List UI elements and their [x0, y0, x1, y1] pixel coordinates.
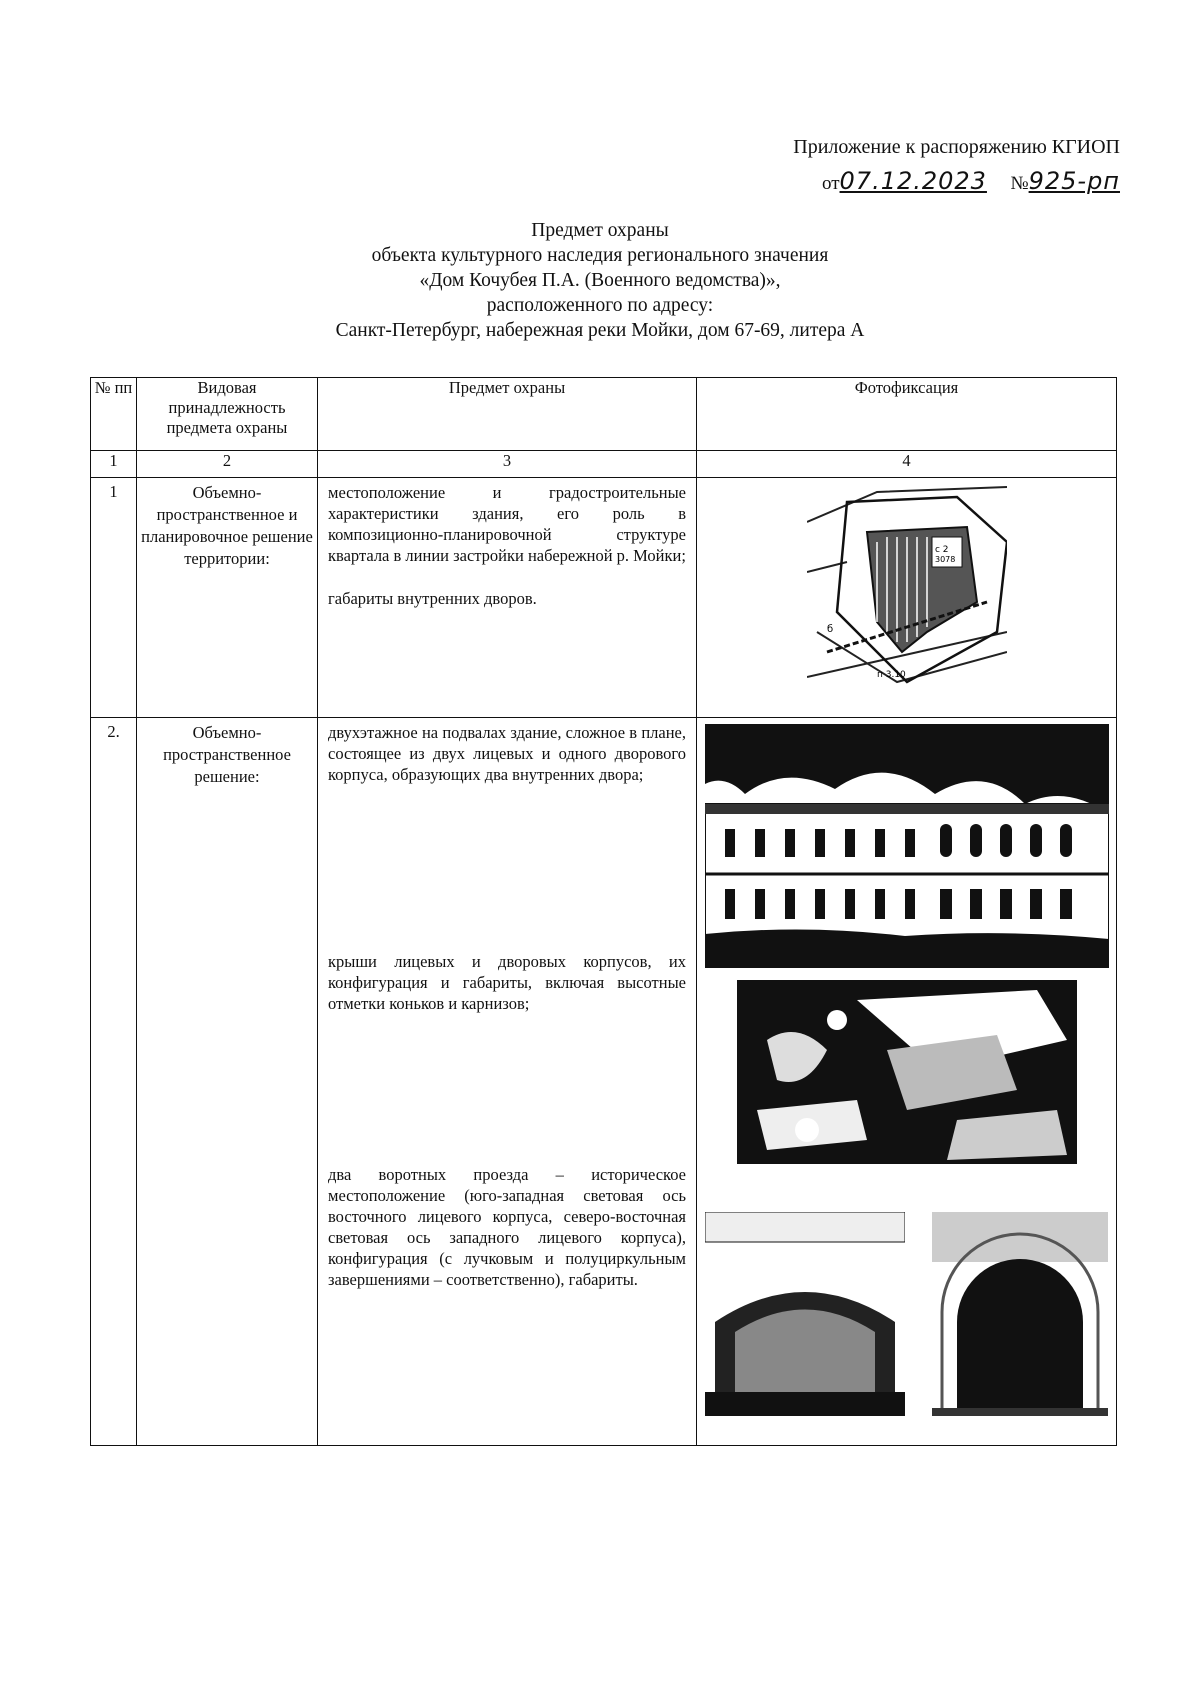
round-arch-gate-photo	[932, 1212, 1108, 1416]
roof-aerial-photo	[737, 980, 1077, 1164]
title-line-4: расположенного по адресу:	[486, 295, 714, 316]
svg-text:п 3.10: п 3.10	[876, 670, 906, 680]
row-photo	[697, 478, 1117, 718]
svg-text:с 2: с 2	[934, 545, 949, 555]
appendix-date-line	[793, 167, 1120, 195]
row-number: 2.	[91, 718, 137, 1446]
gate-photos	[705, 1212, 1108, 1416]
subject-item: крыши лицевых и дворовых корпусов, их конфигурация и габариты, включая высотные отметки коньков и карнизов;	[328, 952, 686, 1013]
header-number: № пп	[91, 378, 137, 451]
subject-item: местоположение и градостроительные характеристики здания, его роль в композиционно-планировочной структуре квартала в линии застройки набережной р. Мойки;	[328, 483, 686, 565]
subject-item: двухэтажное на подвалах здание, сложное в плане, состоящее из двух лицевых и одного дворового корпуса, образующих два внутренних двора;	[328, 723, 686, 784]
header-photo: Фотофиксация	[697, 378, 1117, 451]
handwritten-number: 925-рп	[1028, 167, 1120, 195]
subject-item: два воротных проезда – историческое местоположение (юго-западная световая ось восточного лицевого корпуса, северо-восточная световая ось западного лицевого корпуса), конфигурация (с лучковым и полуциркульным завершениями – соответственно), габариты.	[328, 1165, 686, 1289]
subject-item: габариты внутренних дворов.	[328, 589, 537, 608]
table-row	[91, 718, 1117, 1446]
column-number: 3	[318, 451, 697, 478]
protection-table	[90, 377, 1117, 1446]
table-row	[91, 478, 1117, 718]
site-plan-map	[807, 482, 1007, 687]
appendix-label: Приложение к распоряжению КГИОП	[793, 136, 1120, 158]
column-number: 2	[137, 451, 318, 478]
handwritten-date: 07.12.2023	[839, 167, 987, 195]
title-line-3: «Дом Кочубея П.А. (Военного ведомства)»,	[419, 270, 781, 291]
title-line-5: Санкт-Петербург, набережная реки Мойки, дом 67-69, литера А	[335, 320, 865, 341]
facade-photo	[705, 724, 1109, 968]
title-line-2: объекта культурного наследия регионального значения	[371, 245, 829, 266]
arched-gate-photo	[705, 1212, 905, 1416]
number-sign: №	[1010, 173, 1029, 194]
column-number: 4	[697, 451, 1117, 478]
svg-text:3078: 3078	[934, 555, 955, 564]
row-photos	[697, 718, 1117, 1446]
row-category: Объемно-пространственное решение:	[137, 718, 318, 1446]
row-subject	[318, 478, 697, 718]
svg-text:б: б	[826, 624, 833, 635]
row-category: Объемно-пространственное и планировочное решение территории:	[137, 478, 318, 718]
document-title	[0, 218, 1200, 343]
column-number: 1	[91, 451, 137, 478]
title-line-1: Предмет охраны	[531, 220, 669, 241]
date-prefix: от	[821, 173, 840, 194]
appendix-header	[793, 136, 1120, 195]
column-numbers-row	[91, 451, 1117, 478]
table-header-row	[91, 378, 1117, 451]
header-subject: Предмет охраны	[318, 378, 697, 451]
row-number: 1	[91, 478, 137, 718]
header-category: Видовая принадлежность предмета охраны	[137, 378, 318, 451]
row-subject	[318, 718, 697, 1446]
